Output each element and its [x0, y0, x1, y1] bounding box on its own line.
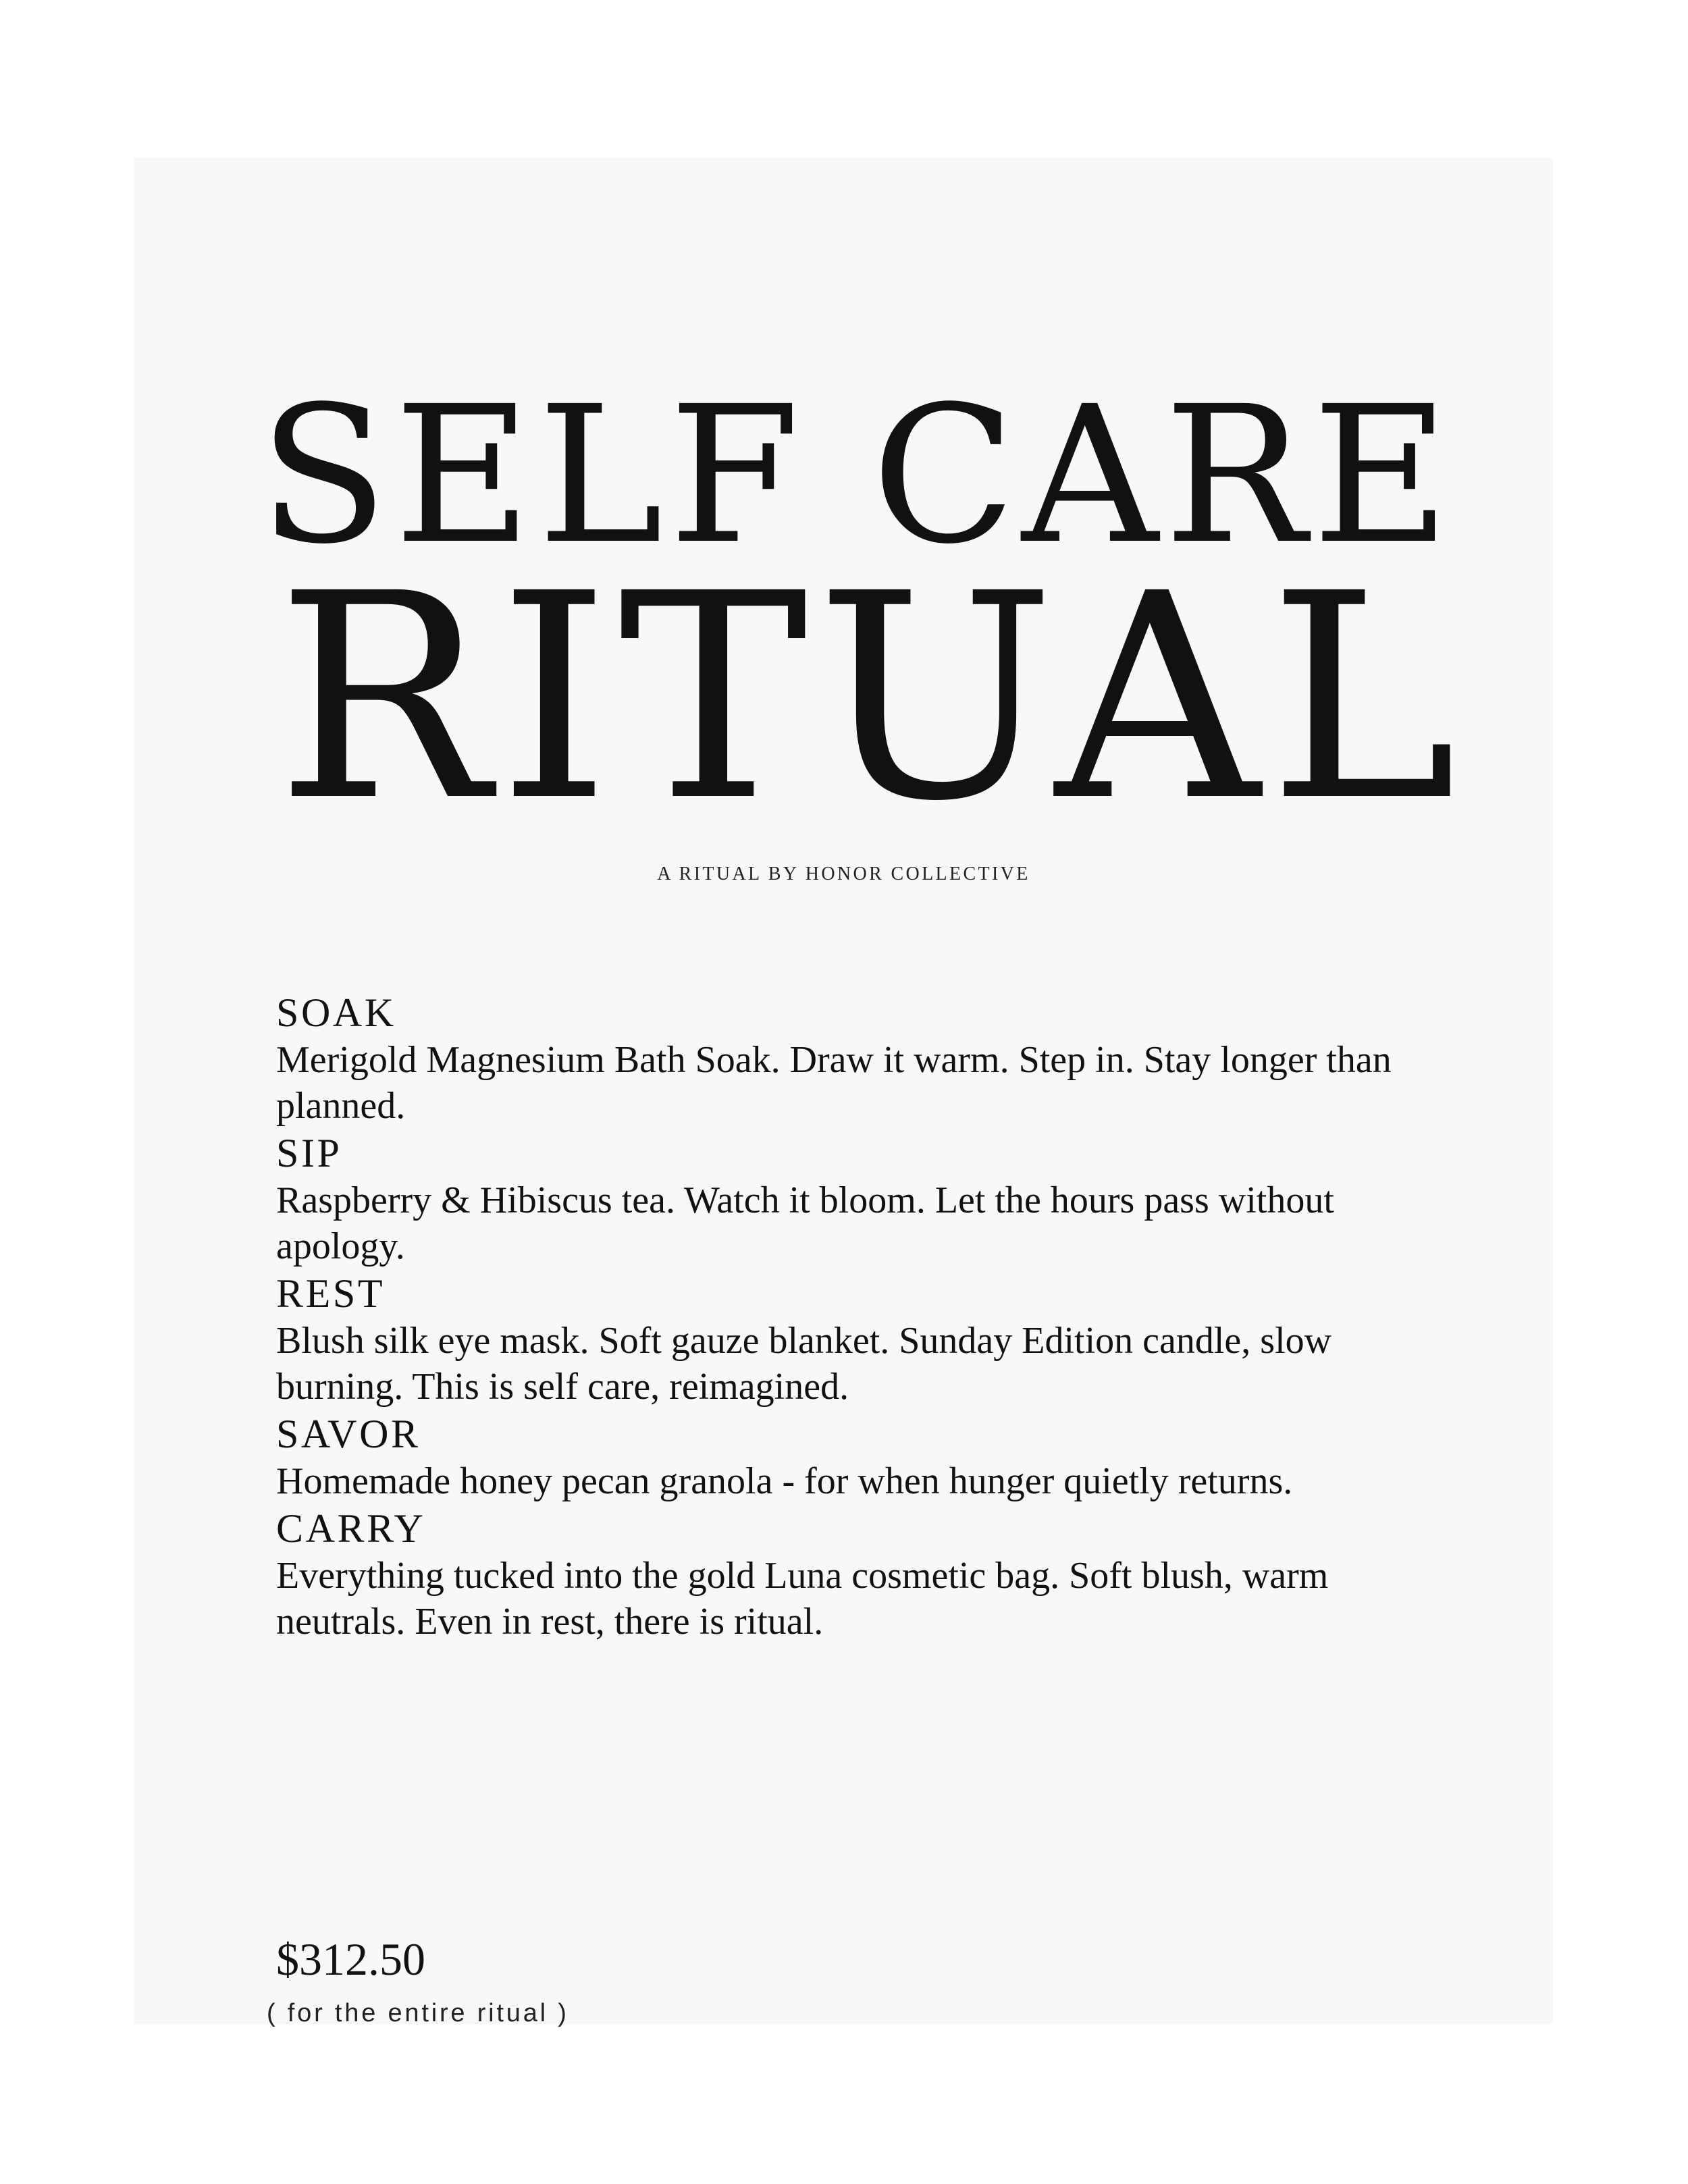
- section-rest: [276, 1269, 1458, 1410]
- section-sip: [276, 1129, 1458, 1269]
- section-savor: [276, 1410, 1458, 1504]
- section-soak: [276, 988, 1458, 1129]
- section-body: Blush silk eye mask. Soft gauze blanket. Sunday Edition candle, slow burning. This is self care, reimagined.: [276, 1320, 1332, 1408]
- subtitle: A RITUAL BY HONOR COLLECTIVE: [657, 863, 1030, 884]
- document-card: [134, 158, 1553, 2027]
- price-note: ( for the entire ritual ): [267, 1999, 569, 2027]
- section-body: Homemade honey pecan granola - for when hunger quietly returns.: [276, 1460, 1293, 1502]
- section-body: Merigold Magnesium Bath Soak. Draw it warm. Step in. Stay longer than planned.: [276, 1039, 1392, 1127]
- section-heading: SOAK: [276, 990, 396, 1035]
- section-body: Raspberry & Hibiscus tea. Watch it bloom. Let the hours pass without apology.: [276, 1179, 1334, 1267]
- section-heading: SAVOR: [276, 1412, 421, 1456]
- section-heading: SIP: [276, 1131, 342, 1175]
- section-heading: CARRY: [276, 1506, 426, 1551]
- section-body: Everything tucked into the gold Luna cosmetic bag. Soft blush, warm neutrals. Even in rest, there is ritual.: [276, 1555, 1329, 1643]
- title-line-2: RITUAL: [275, 533, 1466, 863]
- title-line-1: SELF CARE: [259, 366, 1456, 586]
- section-carry: [276, 1504, 1458, 1645]
- section-heading: REST: [276, 1271, 386, 1316]
- ritual-sections: [276, 988, 1458, 1645]
- price: $312.50: [276, 1934, 425, 1985]
